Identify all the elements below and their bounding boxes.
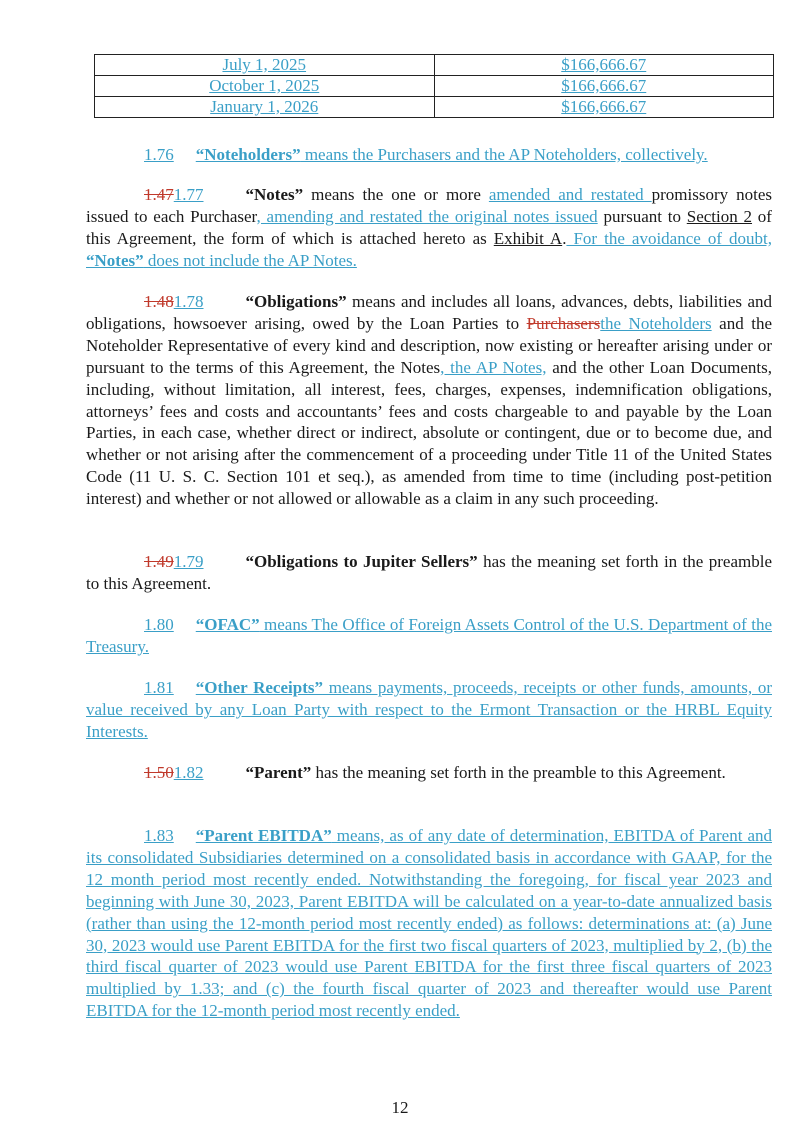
definition-obligations bbox=[86, 291, 772, 510]
deleted-text: Purchasers bbox=[526, 313, 601, 333]
schedule-amount: $166,666.67 bbox=[561, 55, 647, 74]
table-row bbox=[95, 55, 774, 76]
definition-text: means and includes all loans, advances, debts, liabilities and obligations, howsoever arising, owed by the Loan Parties to bbox=[86, 292, 772, 333]
schedule-date: July 1, 2025 bbox=[222, 55, 307, 74]
definition-text: has the meaning set forth in the preamble to this Agreement. bbox=[311, 763, 726, 782]
definition-other-receipts bbox=[86, 677, 772, 743]
defined-term: “Other Receipts” bbox=[195, 678, 323, 697]
defined-term: “OFAC” bbox=[195, 615, 260, 634]
definition-text: has the meaning set forth in the preamble to this Agreement. bbox=[86, 552, 772, 593]
section-number: 1.79 bbox=[173, 552, 204, 571]
inserted-text: the Noteholders bbox=[600, 313, 712, 333]
inserted-text: For the avoidance of doubt, bbox=[566, 228, 772, 248]
section-number: 1.77 bbox=[173, 185, 204, 204]
deleted-section-number: 1.48 bbox=[144, 292, 174, 311]
section-number: 1.81 bbox=[144, 678, 174, 697]
definition-obligations-jupiter bbox=[86, 551, 772, 595]
definition-noteholders bbox=[86, 144, 772, 166]
inserted-text: does not include the AP Notes. bbox=[143, 250, 357, 270]
defined-term: “Notes” bbox=[245, 185, 304, 204]
defined-term: “Obligations to Jupiter Sellers” bbox=[245, 552, 478, 571]
definition-text: means the Purchasers and the AP Noteholders, collectively. bbox=[300, 145, 708, 164]
definition-text: of this Agreement, the form of which is attached hereto as bbox=[86, 206, 772, 248]
schedule-amount: $166,666.67 bbox=[561, 97, 647, 116]
table-row bbox=[95, 97, 774, 118]
definition-text: means The Office of Foreign Assets Control of the U.S. Department of the Treasury. bbox=[86, 615, 772, 656]
schedule-date: January 1, 2026 bbox=[210, 97, 319, 116]
inserted-text: , the AP Notes, bbox=[440, 357, 547, 377]
definition-text: and the other Loan Documents, including, without limitation, all interest, fees, charges, expenses, indemnification obligations, attorneys’ fees and costs and accountants’ fees and costs chargeable to and payable by the Loan Parties, in each case, whether direct or indirect, absolute or contingent, due or to become due, and whether or not arising after the commencement of a proceeding under Title 11 of the United States Code (11 U. S. C. Section 101 et seq.), as amended from time to time (including post-petition interest) and whether or not allowed or allowable as a claim in any such proceeding. bbox=[86, 357, 772, 509]
section-number: 1.82 bbox=[173, 763, 204, 782]
definition-parent-ebitda bbox=[86, 825, 772, 1022]
definition-text: and the Noteholder Representative of every kind and description, now existing or hereafter arising under or pursuant to the terms of this Agreement, the Notes bbox=[86, 313, 772, 377]
definition-text: . bbox=[562, 228, 567, 248]
section-number: 1.78 bbox=[173, 292, 204, 311]
schedule-amount: $166,666.67 bbox=[561, 76, 647, 95]
section-number: 1.76 bbox=[144, 145, 174, 164]
inserted-text: amended and restated bbox=[488, 185, 652, 204]
definition-text: means, as of any date of determination, EBITDA of Parent and its consolidated Subsidiaries determined on a consolidated basis in accordance with GAAP, for the 12 month period most recently ended. Notwithstanding the foregoing, for fiscal year 2023 and beginning with June 30, 2023, Parent EBITDA will be calculated on a year-to-date annualized basis (rather than using the 12-month period most recently ended) as follows: determinations at: (a) June 30, 2023 would use Parent EBITDA for the first two fiscal quarters of 2023, multiplied by 2, (b) the third fiscal quarter of 2023 would use Parent EBITDA for the first three fiscal quarters of 2023 multiplied by 1.33; and (c) the fourth fiscal quarter of 2023 and thereafter would use Parent EBITDA for the 12-month period most recently ended. bbox=[86, 826, 772, 1021]
deleted-section-number: 1.47 bbox=[144, 185, 174, 204]
section-number: 1.83 bbox=[144, 826, 174, 845]
definition-parent bbox=[86, 762, 772, 784]
inserted-term: “Notes” bbox=[86, 250, 144, 270]
page-number: 12 bbox=[391, 1098, 409, 1117]
definition-notes bbox=[86, 184, 772, 272]
table-row bbox=[95, 76, 774, 97]
section-reference: Section 2 bbox=[686, 206, 753, 226]
payment-schedule-table bbox=[94, 54, 774, 118]
inserted-text: , amending and restated the original notes issued bbox=[256, 206, 598, 226]
exhibit-reference: Exhibit A bbox=[493, 228, 563, 248]
definition-text: means the one or more bbox=[303, 185, 489, 204]
defined-term: “Parent EBITDA” bbox=[195, 826, 332, 845]
schedule-date: October 1, 2025 bbox=[209, 76, 320, 95]
definition-text: promissory notes issued to each Purchaser bbox=[86, 185, 772, 226]
defined-term: “Noteholders” bbox=[195, 145, 301, 164]
definition-text: means payments, proceeds, receipts or other funds, amounts, or value received by any Loan Party with respect to the Ermont Transaction or the HRBL Equity Interests. bbox=[86, 678, 772, 741]
defined-term: “Parent” bbox=[245, 763, 312, 782]
deleted-section-number: 1.49 bbox=[144, 552, 174, 571]
defined-term: “Obligations” bbox=[245, 292, 347, 311]
section-number: 1.80 bbox=[144, 615, 174, 634]
deleted-section-number: 1.50 bbox=[144, 763, 174, 782]
definition-text: pursuant to bbox=[597, 206, 687, 226]
definition-ofac bbox=[86, 614, 772, 658]
